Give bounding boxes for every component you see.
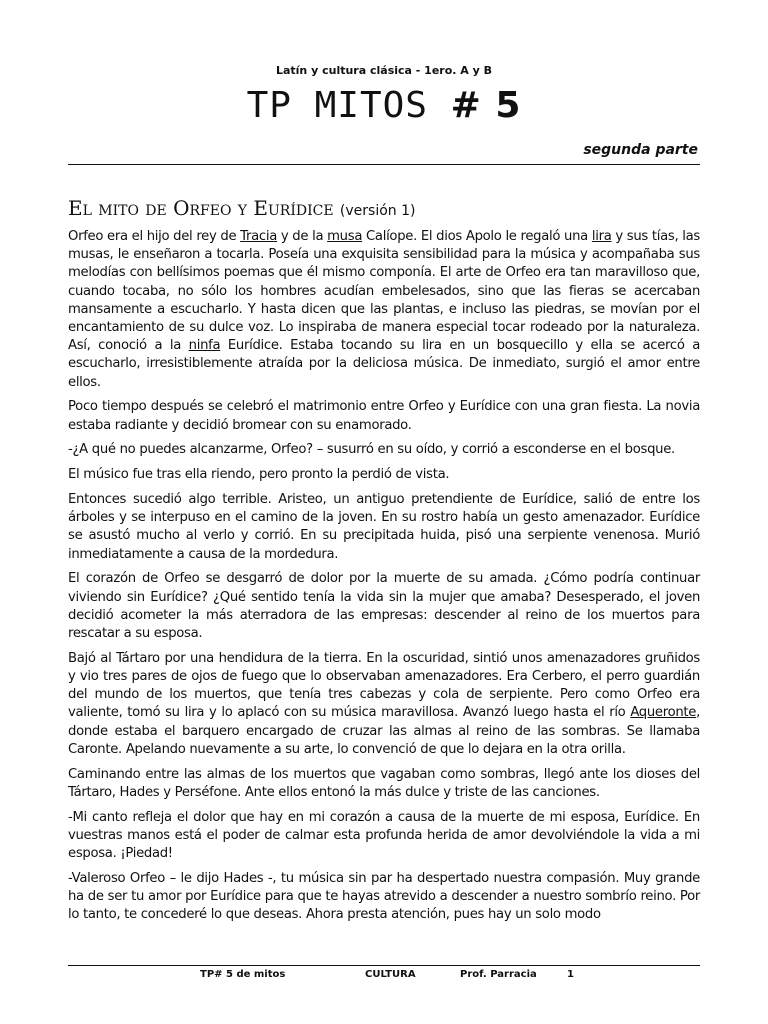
footer-page-number: 1 <box>567 969 574 980</box>
text-run: Orfeo era el hijo del rey de <box>68 229 241 244</box>
text-run: y de la <box>277 229 328 244</box>
course-header: Latín y cultura clásica - 1ero. A y B <box>275 64 493 77</box>
title-text: TP MITOS <box>246 85 451 126</box>
text-run: Bajó al Tártaro por una hendidura de la tierra. En la oscuridad, sintió unos amenazadores gruñidos y vio tres pares de ojos de fuego que lo observaban amenazadores. Era Cerbero, el perro guardián del mundo de los muertos, que tenía tres cabezas y cola de serpiente. Pero como Orfeo era valiente, tomó su lira y lo aplacó con su música maravillosa. Avanzó luego hasta el río <box>68 650 700 721</box>
paragraph-4: El músico fue tras ella riendo, pero pronto la perdió de vista. <box>68 467 450 483</box>
underlined-term-ninfa: ninfa <box>188 338 221 354</box>
footer-teacher: Prof. Parracia <box>460 969 537 980</box>
underlined-term-musa: musa <box>327 229 363 244</box>
page-title <box>0 84 768 128</box>
text-run: , donde estaba el barquero encargado de cruzar las almas al reino de las sombras. Se llamaba Caronte. Apelando nuevamente a su arte, lo convenció de que lo dejara en la otra orilla. <box>68 705 700 757</box>
paragraph-10: -Valeroso Orfeo – le dijo Hades -, tu música sin par ha despertado nuestra compasión. Muy grande ha de ser tu amor por Eurídice para que te hayas atrevido a descender a nuestro sombrío reino. Por lo tanto, te concederé lo que deseas. Ahora presta atención, pues hay un solo modo <box>68 870 700 923</box>
page-subtitle: segunda parte <box>583 142 698 158</box>
page-footer <box>0 969 768 985</box>
underlined-term-tracia: Tracia <box>240 229 277 244</box>
paragraph-7 <box>68 650 700 759</box>
text-run: Eurídice. Estaba tocando su lira en un bosquecillo y ella se acercó a escucharlo, irresistiblemente atraída por la deliciosa música. De inmediato, surgió el amor entre ellos. <box>68 338 701 390</box>
document-body <box>68 228 700 931</box>
underlined-term-aqueronte: Aqueronte <box>630 705 697 721</box>
footer-divider <box>68 965 700 966</box>
section-heading <box>68 195 415 224</box>
header-divider <box>68 164 700 165</box>
footer-subject: CULTURA <box>365 969 416 980</box>
text-run: y sus tías, las musas, le enseñaron a tocarla. Poseía una exquisita sensibilidad para la música y acompañaba sus melodías con bellísimos poemas que él mismo componía. El arte de Orfeo era tan maravilloso que, cuando tocaba, no sólo los hombres acudían embelesados, sino que las fieras se acercaban mansamente a escucharlo. Y hasta dicen que las plantas, e incluso las piedras, se movían por el encantamiento de su dulce voz. Lo inspiraba de manera especial tocar rodeado por la naturaleza. Así, conoció a la <box>68 229 701 354</box>
paragraph-3: -¿A qué no puedes alcanzarme, Orfeo? – susurró en su oído, y corrió a esconderse en el bosque. <box>68 442 675 458</box>
text-run: Calíope. El dios Apolo le regaló una <box>362 229 592 244</box>
paragraph-2: Poco tiempo después se celebró el matrimonio entre Orfeo y Eurídice con una gran fiesta. La novia estaba radiante y decidió bromear con su enamorado. <box>68 399 700 433</box>
paragraph-5: Entonces sucedió algo terrible. Aristeo, un antiguo pretendiente de Eurídice, salió de entre los árboles y se interpuso en el camino de la joven. En su rostro había un gesto amenazador. Eurídice se asustó mucho al verlo y corrió. En su precipitada huida, pisó una serpiente venenosa. Murió inmediatamente a causa de la mordedura. <box>68 492 700 562</box>
paragraph-8: Caminando entre las almas de los muertos que vagaban como sombras, llegó ante los dioses del Tártaro, Hades y Perséfone. Ante ellos entonó la más dulce y triste de las canciones. <box>68 766 700 800</box>
paragraph-6: El corazón de Orfeo se desgarró de dolor por la muerte de su amada. ¿Cómo podría continuar viviendo sin Eurídice? ¿Qué sentido tenía la vida sin la mujer que amaba? Desesperado, el joven decidió acometer la más aterradora de las empresas: descender al reino de los muertos para rescatar a su esposa. <box>68 571 700 642</box>
footer-doc-title: TP# 5 de mitos <box>200 969 286 980</box>
section-version: (versión 1) <box>339 203 416 219</box>
underlined-term-lira: lira <box>591 229 612 244</box>
title-number: # 5 <box>450 85 522 126</box>
paragraph-9: -Mi canto refleja el dolor que hay en mi corazón a causa de la muerte de mi esposa, Eurídice. En vuestras manos está el poder de calmar esta profunda herida de amor devolviéndole la vida a mi esposa. ¡Piedad! <box>68 809 700 862</box>
paragraph-1 <box>68 228 700 392</box>
section-title: El mito de Orfeo y Eurídice <box>68 196 334 220</box>
